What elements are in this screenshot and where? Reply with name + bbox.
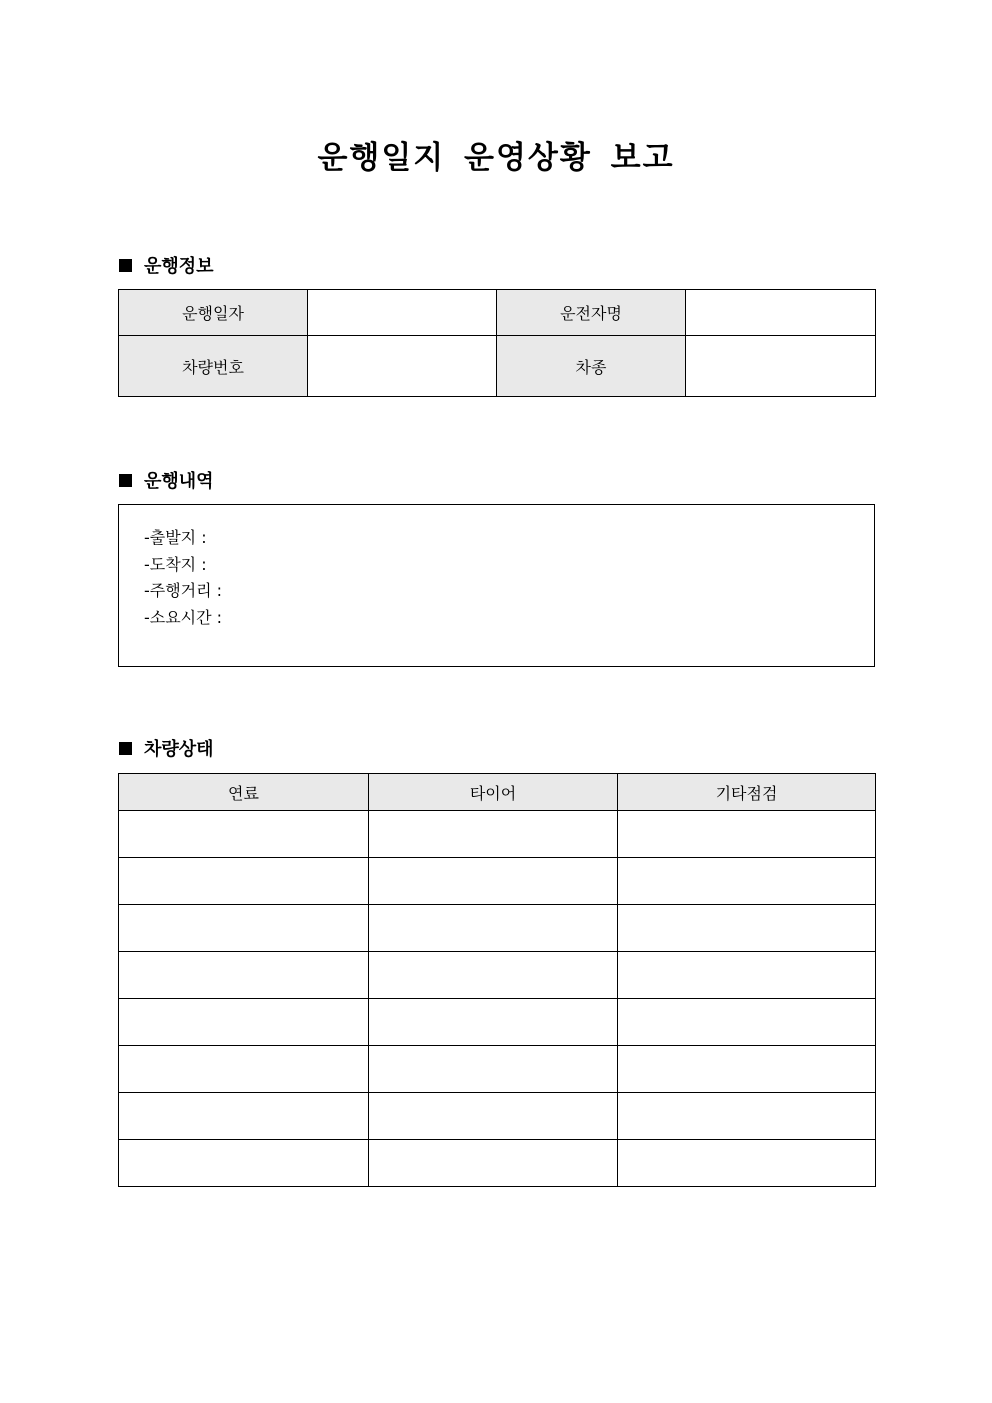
tire-cell[interactable] [369,952,618,999]
model-label: 차종 [497,336,686,397]
plate-label: 차량번호 [119,336,308,397]
other-check-cell[interactable] [618,858,876,905]
section-heading-info [119,253,214,277]
section-heading-label: 운행정보 [144,256,214,277]
black-square-icon [119,474,132,487]
table-row [119,290,876,336]
table-header-row [119,774,876,811]
other-check-cell[interactable] [618,811,876,858]
table-row [119,811,876,858]
fuel-cell[interactable] [119,952,369,999]
fuel-cell[interactable] [119,1046,369,1093]
status-table-body [119,811,876,1187]
fuel-cell[interactable] [119,999,369,1046]
details-box[interactable] [118,504,875,667]
other-check-cell[interactable] [618,999,876,1046]
tire-cell[interactable] [369,1046,618,1093]
column-header-fuel: 연료 [119,774,369,811]
fuel-cell[interactable] [119,1140,369,1187]
tire-cell[interactable] [369,1140,618,1187]
tire-cell[interactable] [369,1093,618,1140]
column-header-tire: 타이어 [369,774,618,811]
status-table [118,773,876,1187]
list-item: -주행거리 : [144,581,223,600]
tire-cell[interactable] [369,905,618,952]
info-table [118,289,876,397]
section-heading-details [119,468,214,492]
date-value-cell[interactable] [308,290,497,336]
table-row [119,905,876,952]
table-row [119,1140,876,1187]
section-heading-status [119,736,214,760]
fuel-cell[interactable] [119,811,369,858]
list-item: -소요시간 : [144,607,223,627]
other-check-cell[interactable] [618,905,876,952]
driver-value-cell[interactable] [686,290,876,336]
table-row [119,1046,876,1093]
tire-cell[interactable] [369,999,618,1046]
document-title: 운행일지 운영상황 보고 [317,140,675,176]
table-row [119,336,876,397]
list-item: -도착지 : [144,554,207,574]
model-value-cell[interactable] [686,336,876,397]
date-label: 운행일자 [119,290,308,336]
other-check-cell[interactable] [618,1046,876,1093]
black-square-icon [119,259,132,272]
plate-value-cell[interactable] [308,336,497,397]
fuel-cell[interactable] [119,905,369,952]
table-row [119,1093,876,1140]
section-heading-label: 운행내역 [144,471,214,492]
other-check-cell[interactable] [618,952,876,999]
other-check-cell[interactable] [618,1093,876,1140]
other-check-cell[interactable] [618,1140,876,1187]
table-row [119,952,876,999]
list-item: -출발지 : [144,528,207,547]
driver-label: 운전자명 [497,290,686,336]
details-list [144,525,222,631]
table-row [119,858,876,905]
fuel-cell[interactable] [119,1093,369,1140]
tire-cell[interactable] [369,858,618,905]
section-heading-label: 차량상태 [144,739,214,760]
tire-cell[interactable] [369,811,618,858]
column-header-other: 기타점검 [618,774,876,811]
fuel-cell[interactable] [119,858,369,905]
black-square-icon [119,742,132,755]
table-row [119,999,876,1046]
